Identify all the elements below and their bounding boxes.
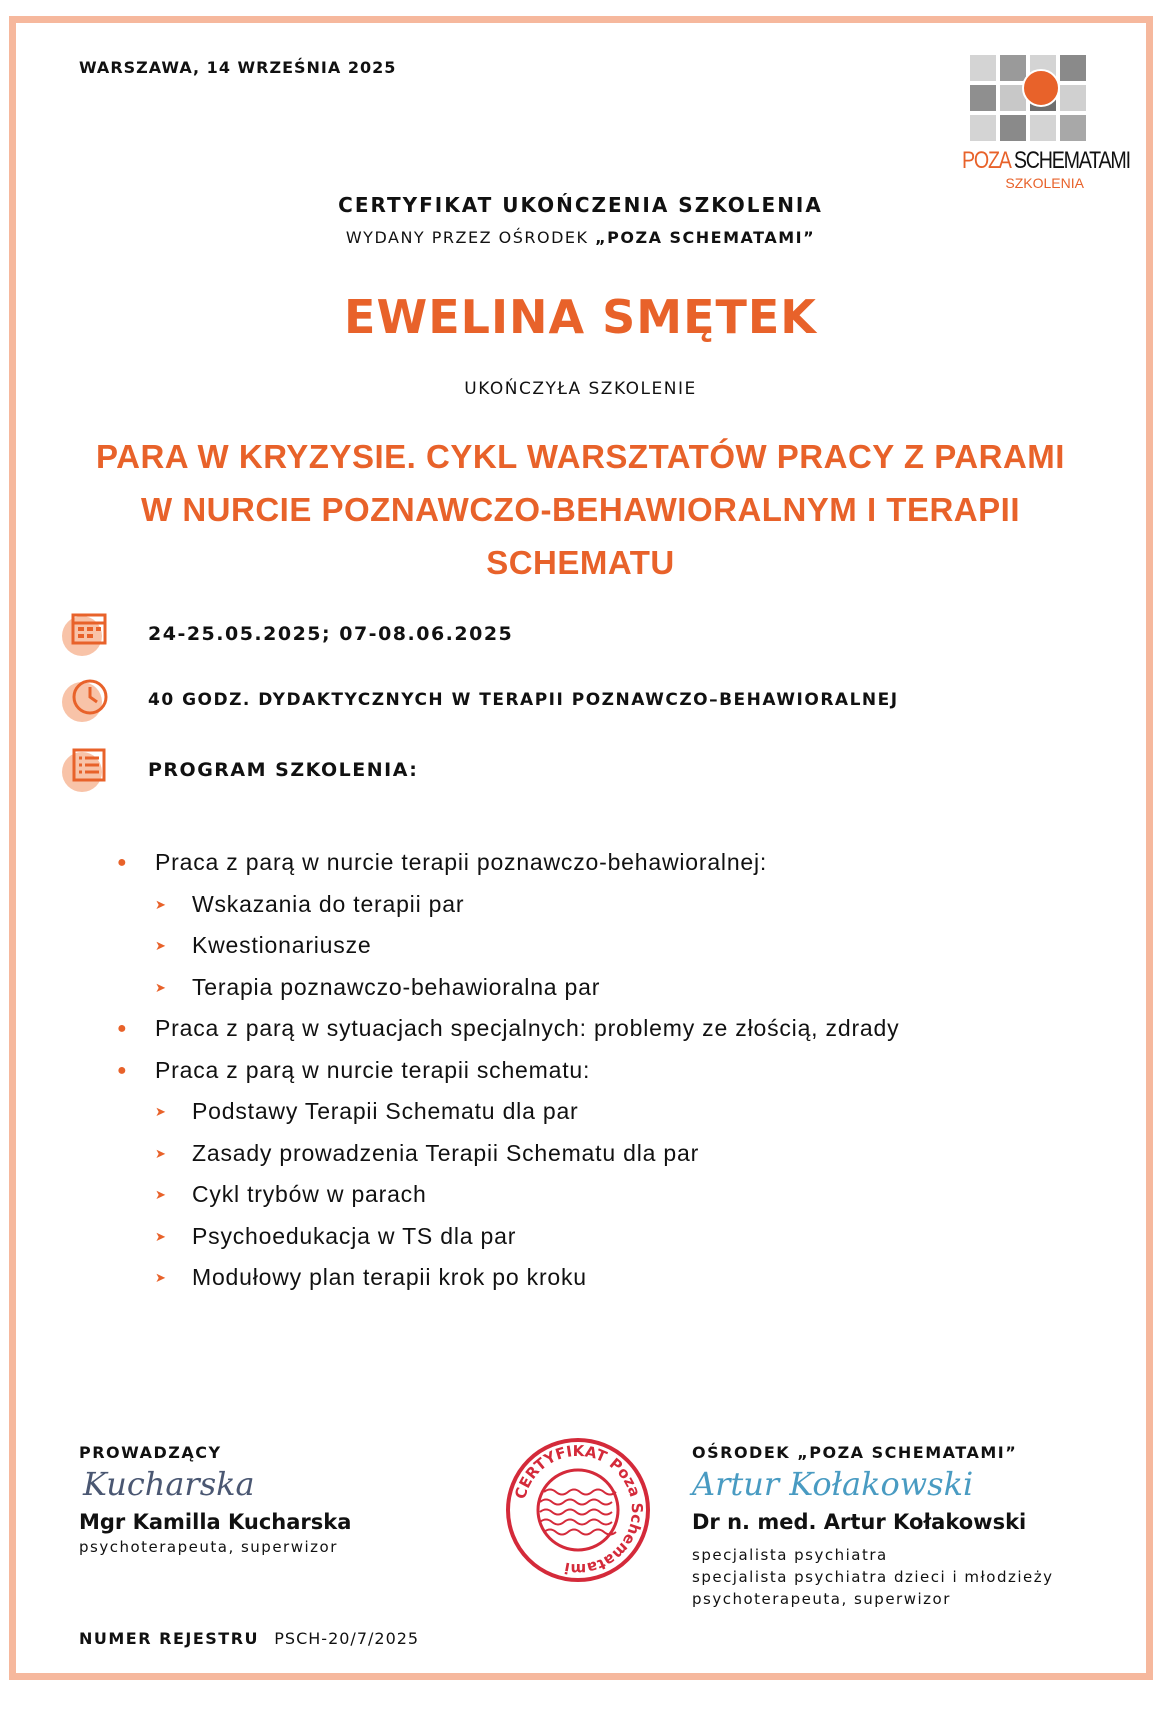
list-subitem: ➤ Wskazania do terapii par — [117, 884, 899, 926]
signature-right: OŚRODEK „POZA SCHEMATAMI” Artur Kołakowski Dr n. med. Artur Kołakowski specjalista psychiatra specjalista psychiatra dzieci i młodzieży psychoterapeuta, superwizor — [692, 1443, 1054, 1608]
list-subitem: ➤ Kwestionariusze — [117, 925, 899, 967]
list-subitem: ➤ Cykl trybów w parach — [117, 1174, 899, 1216]
arrow-icon: ➤ — [155, 979, 167, 995]
issuer-line: WYDANY PRZEZ OŚRODEK „POZA SCHEMATAMI” — [345, 228, 816, 247]
bullet-icon: ● — [117, 1061, 128, 1079]
recipient-name: EWELINA SMĘTEK — [344, 290, 817, 344]
completed-label: UKOŃCZYŁA SZKOLENIE — [464, 379, 697, 399]
certificate-title: CERTYFIKAT UKOŃCZENIA SZKOLENIA — [338, 193, 823, 217]
certificate-stamp — [504, 1436, 652, 1588]
arrow-icon: ➤ — [155, 1270, 167, 1285]
arrow-icon: ➤ — [155, 1228, 167, 1244]
clock-icon — [62, 676, 114, 724]
course-title: PARA W KRYZYSIE. CYKL WARSZTATÓW PRACY Z PARAMI W NURCIE POZNAWCZO-BEHAWIORALNYM I TERAPII SCHEMATU — [96, 438, 1065, 581]
list-icon — [62, 746, 114, 794]
list-item: ● Praca z parą w nurcie terapii poznawczo-behawioralnej: — [117, 842, 899, 884]
arrow-icon: ➤ — [155, 1145, 167, 1161]
list-subitem: ➤ Modułowy plan terapii krok po kroku — [117, 1257, 899, 1299]
hours-row: 40 GODZ. DYDAKTYCZNYCH W TERAPII POZNAWCZO–BEHAWIORALNEJ — [62, 676, 899, 724]
dates-row: 24-25.05.2025; 07-08.06.2025 — [62, 610, 513, 658]
registry-number: NUMER REJESTRU PSCH-20/7/2025 — [79, 1629, 420, 1648]
program-list — [117, 842, 899, 1299]
list-subitem: ➤ Zasady prowadzenia Terapii Schematu dla par — [117, 1133, 899, 1175]
list-item: ● Praca z parą w nurcie terapii schematu: — [117, 1050, 899, 1092]
arrow-icon: ➤ — [155, 896, 167, 912]
list-subitem: ➤ Psychoedukacja w TS dla par — [117, 1216, 899, 1258]
bullet-icon: ● — [117, 854, 128, 871]
list-subitem: ➤ Podstawy Terapii Schematu dla par — [117, 1091, 899, 1133]
arrow-icon: ➤ — [155, 1187, 167, 1202]
signature-left: PROWADZĄCY Kucharska Mgr Kamilla Kucharska psychoterapeuta, superwizor — [79, 1443, 352, 1556]
list-item: ● Praca z parą w sytuacjach specjalnych: problemy ze złością, zdrady — [117, 1008, 899, 1050]
svg-text:CERTYFIKAT Poza Schematami: CERTYFIKAT Poza Schematami — [511, 1441, 647, 1579]
program-row: PROGRAM SZKOLENIA: — [62, 746, 418, 794]
handwritten-signature: Artur Kołakowski — [692, 1465, 974, 1503]
place-date: WARSZAWA, 14 WRZEŚNIA 2025 — [79, 58, 397, 77]
logo: POZA SCHEMATAMI SZKOLENIA — [962, 55, 1092, 191]
bullet-icon: ● — [117, 1020, 128, 1037]
arrow-icon: ➤ — [155, 1104, 167, 1119]
list-subitem: ➤ Terapia poznawczo-behawioralna par — [117, 967, 899, 1009]
handwritten-signature: Kucharska — [83, 1465, 255, 1503]
arrow-icon: ➤ — [155, 938, 167, 953]
calendar-icon — [62, 610, 114, 658]
